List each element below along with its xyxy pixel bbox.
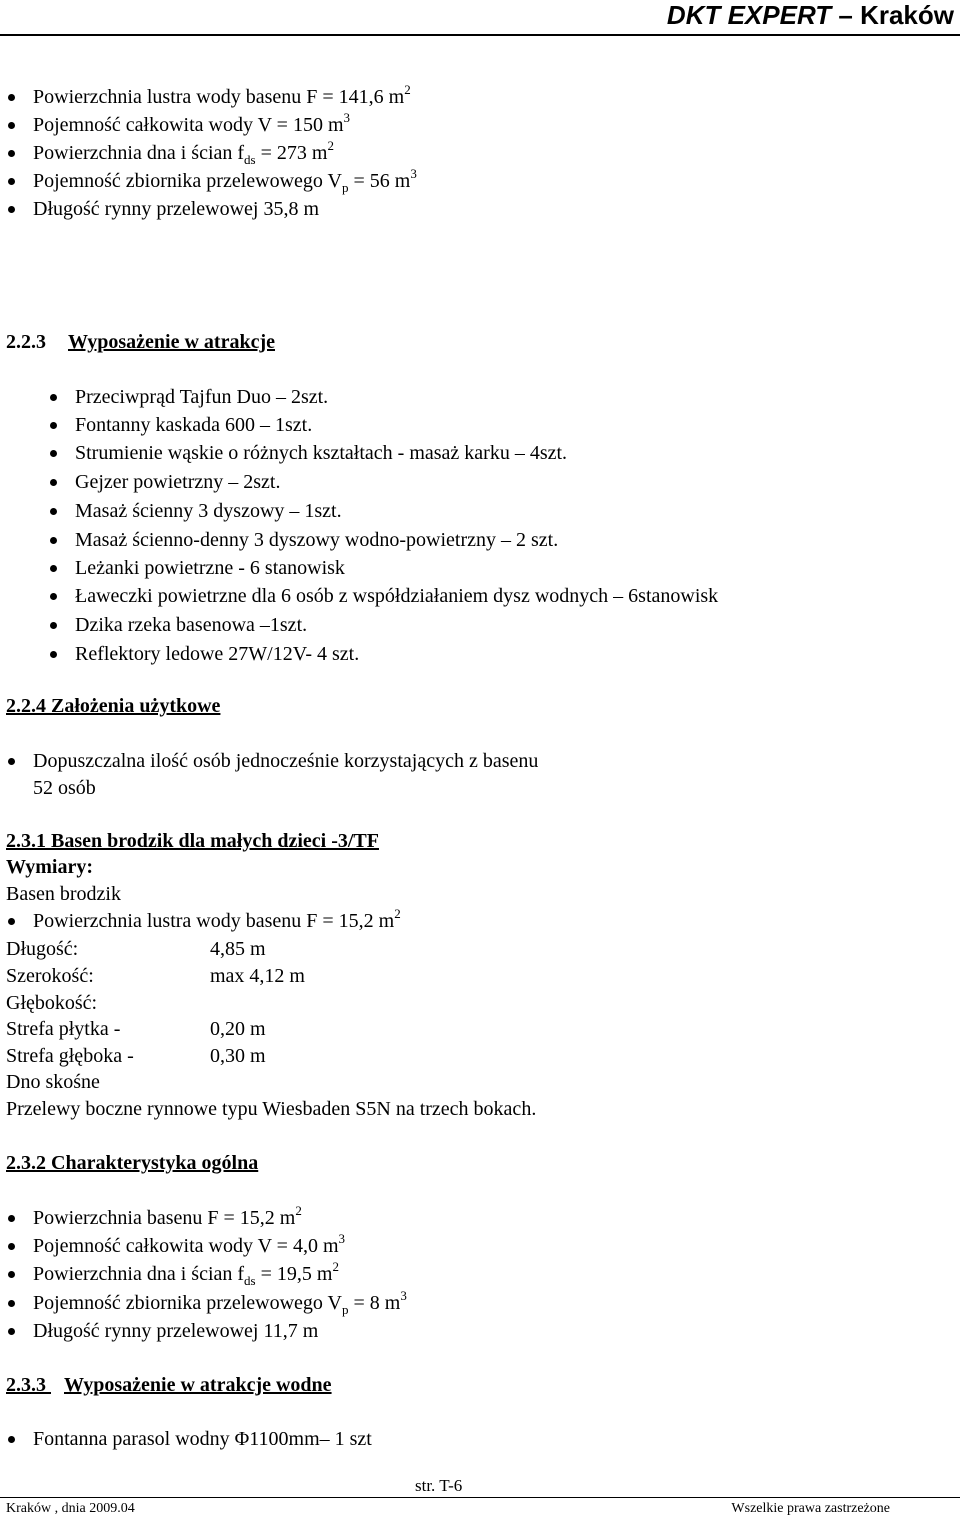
section-232-heading: 2.3.2 Charakterystyka ogólna (6, 1152, 259, 1174)
page-number: str. T-6 (415, 1476, 463, 1495)
spec-item: Pojemność zbiornika przelewowego $V_p = 8$ $m^3$ (33, 1288, 407, 1317)
bullet (8, 918, 15, 925)
list-item: Ławeczki powietrzne dla 6 osób z współdziałaniem dysz wodnych – 6stanowisk (75, 585, 719, 607)
wymiary-label: Wymiary: (6, 856, 94, 878)
section-224-heading: 2.2.4 Założenia użytkowe (6, 695, 221, 717)
dim-label: Strefa głęboka - (6, 1045, 134, 1067)
list-item: Reflektory ledowe 27W/12V- 4 szt. (75, 643, 360, 665)
header-rule (0, 34, 960, 36)
bullet (50, 565, 57, 572)
spec-item: Długość rynny przelewowej 11,7 m (33, 1320, 319, 1342)
dim-label: Strefa płytka - (6, 1018, 121, 1040)
section-223-heading: 2.2.3 Wyposażenie w atrakcje (6, 331, 275, 353)
bullet (50, 479, 57, 486)
przelewy-text: Przelewy boczne rynnowe typu Wiesbaden S5N na trzech bokach. (6, 1098, 537, 1120)
list-item: Dzika rzeka basenowa –1szt. (75, 614, 308, 636)
section-233-heading: 2.3.3 Wyposażenie w atrakcje wodne (6, 1374, 332, 1396)
bullet (50, 593, 57, 600)
bullet (8, 94, 15, 101)
footer-rule (0, 1497, 960, 1498)
dim-value: 4,85 m (210, 938, 266, 960)
bullet (50, 622, 57, 629)
spec-item: Powierzchnia dna i ścian $f_{ds} = 19,5$ $m^2$ (33, 1259, 339, 1288)
bullet (50, 422, 57, 429)
brand-city: Kraków (860, 0, 954, 30)
dim-label: Głębokość: (6, 992, 98, 1014)
bullet (8, 1215, 15, 1222)
dim-value: max 4,12 m (210, 965, 305, 987)
brand-name: DKT EXPERT (666, 0, 832, 30)
dim-label: Szerokość: (6, 965, 94, 987)
list-item: Fontanna parasol wodny Φ1100mm– 1 szt (33, 1428, 372, 1450)
spec-item: Powierzchnia lustra wody basenu F = 141,6 $m^2$ (33, 82, 411, 108)
bullet (8, 1243, 15, 1250)
spec-item: Długość rynny przelewowej 35,8 m (33, 198, 320, 220)
section-231-heading: 2.3.1 Basen brodzik dla małych dzieci -3/TF (6, 830, 379, 852)
list-item: Strumienie wąskie o różnych kształtach - masaż karku – 4szt. (75, 442, 568, 464)
bullet (50, 394, 57, 401)
bullet (8, 122, 15, 129)
brand-dash: – (838, 0, 853, 30)
bullet (8, 758, 15, 765)
surface-item: Powierzchnia lustra wody basenu F = 15,2 $m^2$ (33, 906, 401, 932)
section-224-line2: 52 osób (33, 777, 96, 799)
header-brand (667, 2, 954, 28)
bullet (8, 1328, 15, 1335)
list-item: Gejzer powietrzny – 2szt. (75, 471, 281, 493)
spec-item: Pojemność całkowita wody V = 150 $m^3$ (33, 110, 351, 136)
dim-label: Długość: (6, 938, 79, 960)
bullet (50, 508, 57, 515)
bullet (8, 1436, 15, 1443)
bullet (50, 651, 57, 658)
section-224-line1: Dopuszczalna ilość osób jednocześnie korzystających z basenu (33, 750, 539, 772)
basen-label: Basen brodzik (6, 883, 121, 905)
footer-right: Wszelkie prawa zastrzeżone (731, 1501, 890, 1516)
bullet (8, 150, 15, 157)
bullet (50, 450, 57, 457)
list-item: Przeciwprąd Tajfun Duo – 2szt. (75, 386, 329, 408)
spec-item: Pojemność zbiornika przelewowego $V_p = 56$ $m^3$ (33, 166, 417, 195)
footer-left: Kraków , dnia 2009.04 (6, 1501, 135, 1516)
bullet (8, 1271, 15, 1278)
dim-value: 0,30 m (210, 1045, 266, 1067)
spec-item: Pojemność całkowita wody V = 4,0 $m^3$ (33, 1231, 346, 1257)
list-item: Fontanny kaskada 600 – 1szt. (75, 414, 313, 436)
list-item: Leżanki powietrzne - 6 stanowisk (75, 557, 345, 579)
bullet (8, 206, 15, 213)
bullet (8, 178, 15, 185)
spec-item: Powierzchnia dna i ścian $f_{ds} = 273$ $m^2$ (33, 138, 334, 167)
list-item: Masaż ścienno-denny 3 dyszowy wodno-powietrzny – 2 szt. (75, 529, 559, 551)
spec-item: Powierzchnia basenu F = 15,2 $m^2$ (33, 1203, 302, 1229)
bullet (50, 537, 57, 544)
list-item: Masaż ścienny 3 dyszowy – 1szt. (75, 500, 342, 522)
bullet (8, 1300, 15, 1307)
dim-value: 0,20 m (210, 1018, 266, 1040)
dno-text: Dno skośne (6, 1071, 100, 1093)
